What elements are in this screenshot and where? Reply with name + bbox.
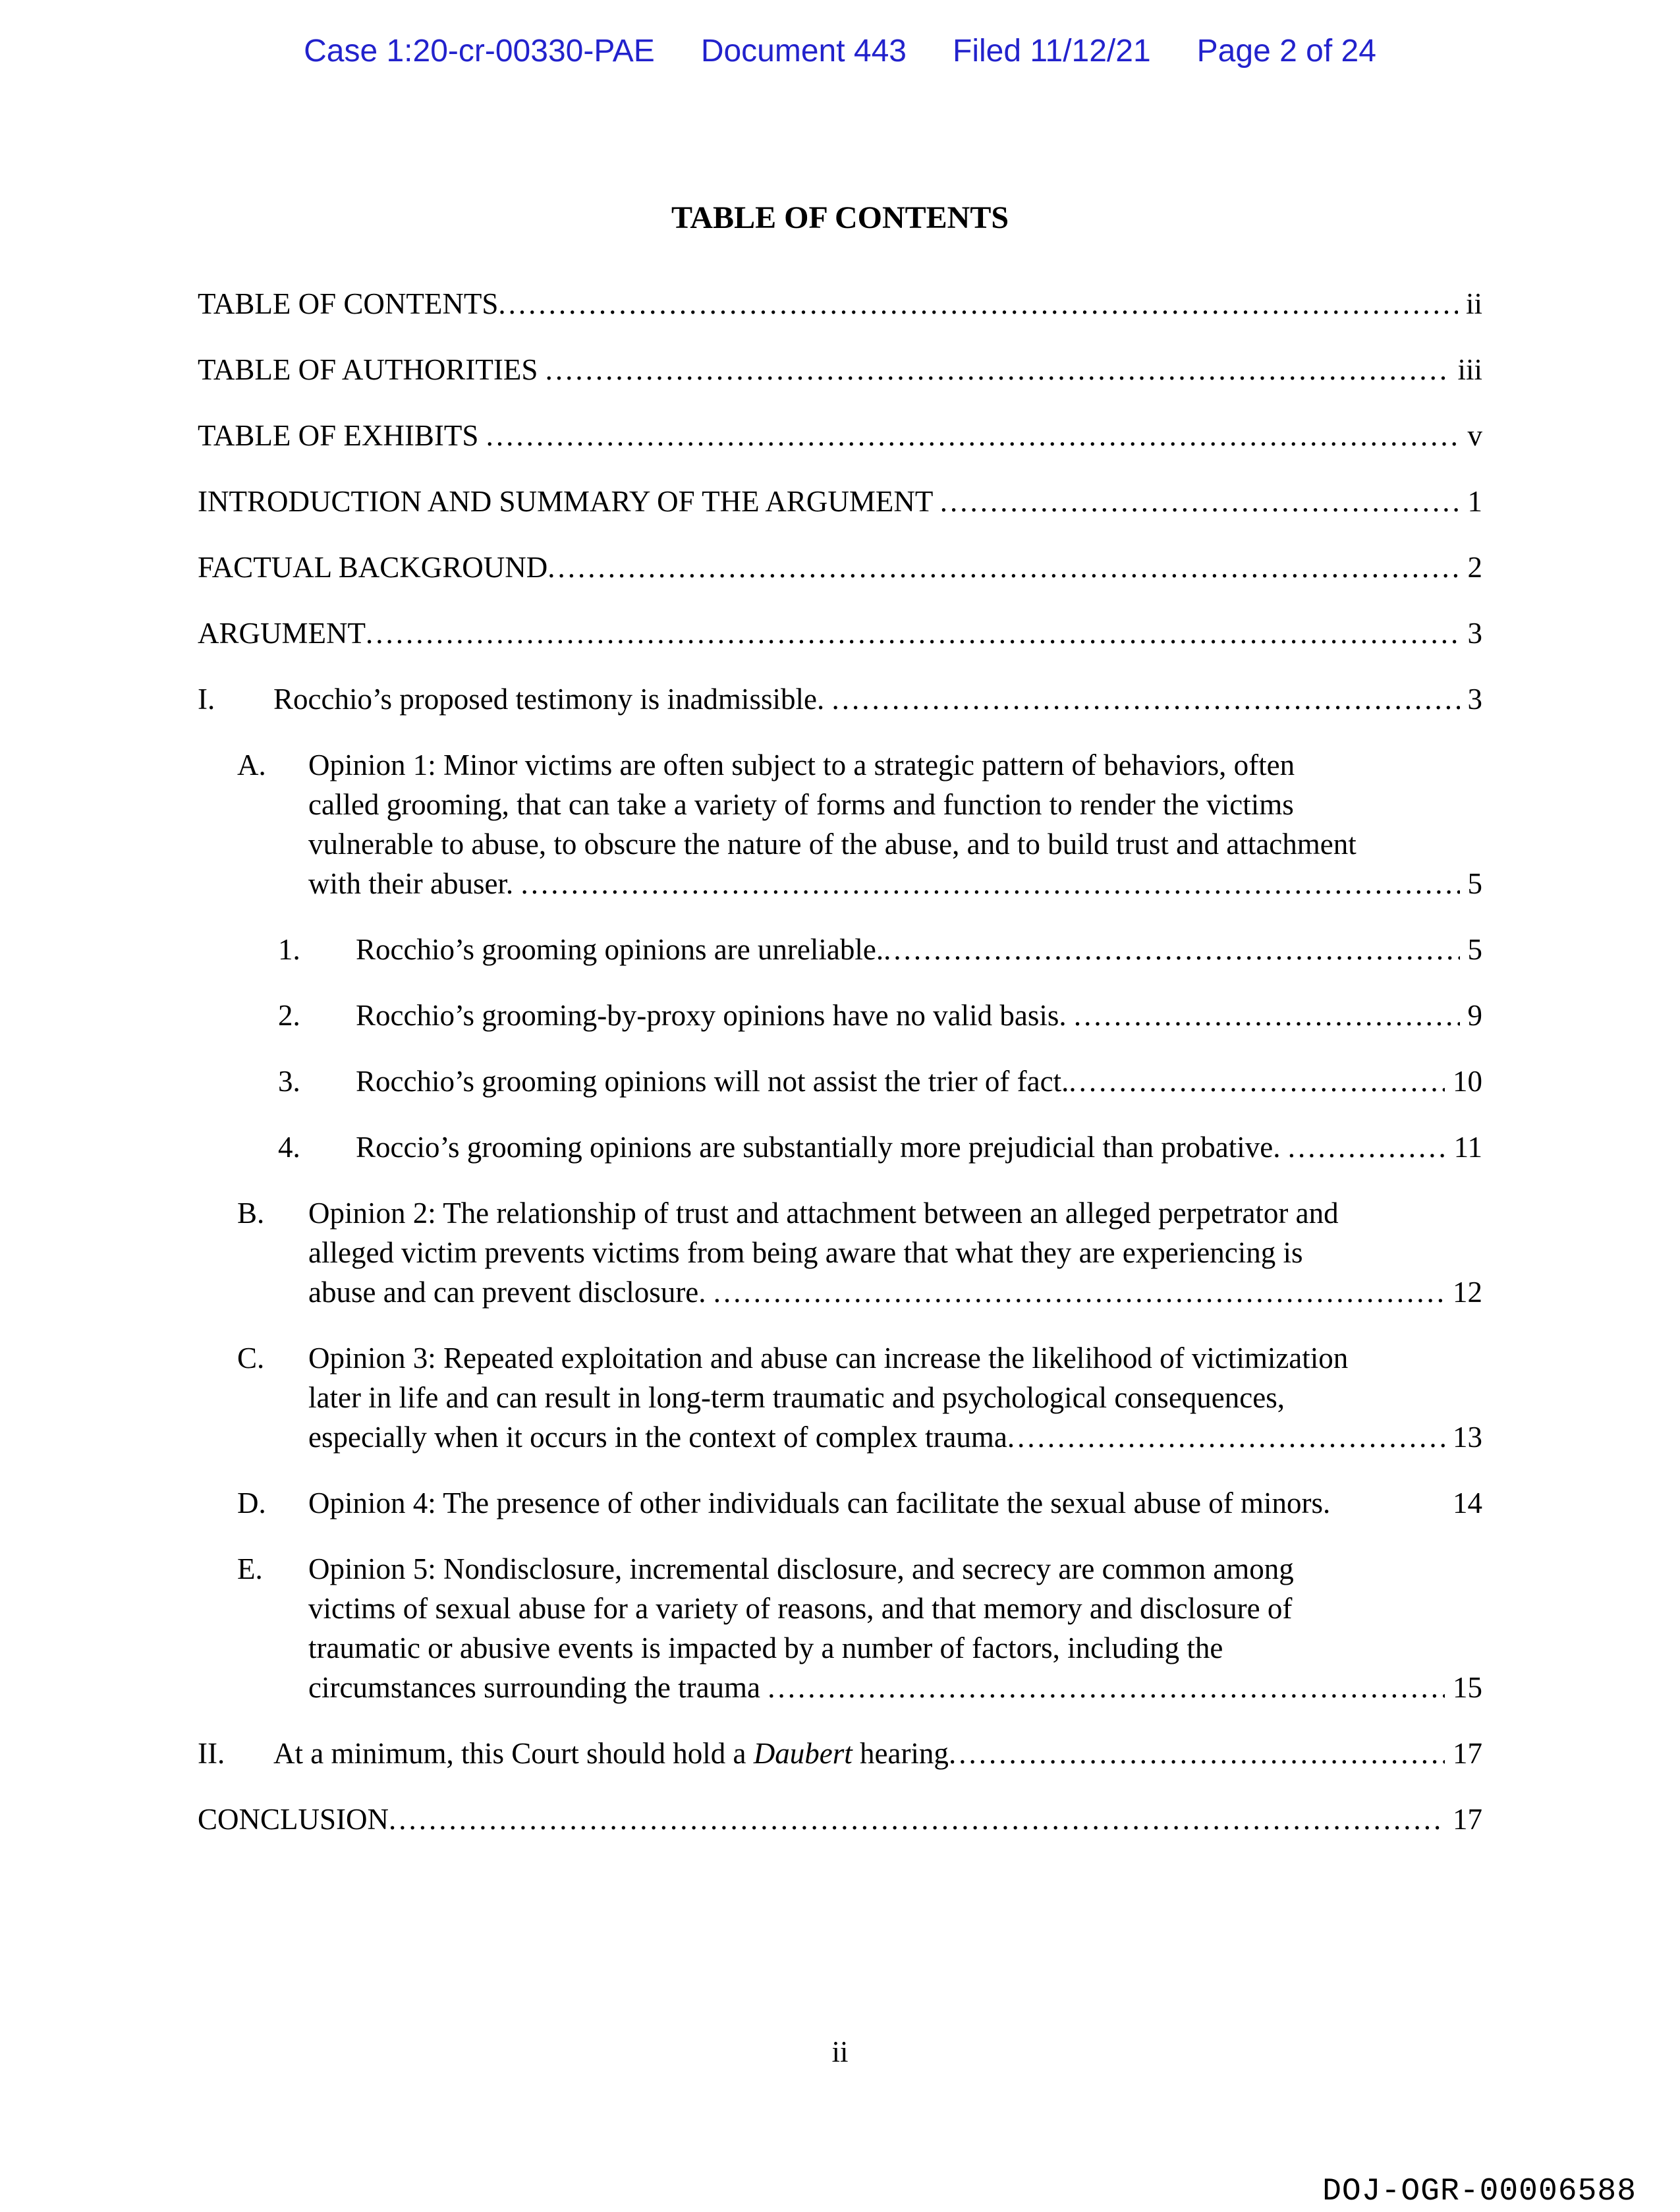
toc-entry-label: I. bbox=[198, 683, 215, 716]
case-header-segment: Page 2 of 24 bbox=[1196, 34, 1376, 69]
toc-line-text: Rocchio’s proposed testimony is inadmissible. bbox=[273, 683, 832, 716]
toc-line-text: circumstances surrounding the trauma bbox=[308, 1671, 768, 1704]
toc-entry-label: II. bbox=[198, 1737, 225, 1770]
toc-page-number: 2 bbox=[1467, 551, 1482, 584]
toc-line: Opinion 3: Repeated exploitation and abuse can increase the likelihood of victimization bbox=[308, 1342, 1349, 1375]
toc-line bbox=[356, 996, 1482, 1035]
page-title: TABLE OF CONTENTS bbox=[671, 200, 1009, 235]
toc-entry bbox=[198, 1127, 1482, 1167]
toc-line bbox=[356, 930, 1482, 969]
dot-leader bbox=[940, 482, 1460, 521]
toc-entry bbox=[198, 1549, 1482, 1707]
toc-page-number: 17 bbox=[1453, 1803, 1482, 1836]
toc-entry bbox=[198, 416, 1482, 455]
folio-page-number: ii bbox=[831, 2035, 849, 2068]
toc-page-number: 14 bbox=[1453, 1487, 1482, 1519]
toc-page-number: 9 bbox=[1467, 999, 1482, 1032]
dot-leader bbox=[389, 1800, 1445, 1839]
toc-line-text: especially when it occurs in the context of complex trauma bbox=[308, 1421, 1007, 1454]
toc-entry bbox=[198, 1338, 1482, 1457]
toc-line-text: TABLE OF EXHIBITS bbox=[198, 419, 486, 452]
toc-page-number: ii bbox=[1465, 287, 1482, 320]
toc-line: alleged victim prevents victims from being aware that what they are experiencing is bbox=[308, 1236, 1303, 1269]
dot-leader bbox=[768, 1668, 1445, 1707]
toc-page-number: 17 bbox=[1453, 1737, 1482, 1770]
dot-leader bbox=[547, 548, 1459, 587]
toc-page-number: 5 bbox=[1467, 867, 1482, 900]
dot-leader bbox=[949, 1734, 1445, 1773]
toc-line-text: Opinion 4: The presence of other individuals can facilitate the sexual abuse of minors. bbox=[308, 1487, 1331, 1519]
toc-line-text: Rocchio’s grooming opinions will not assist the trier of fact. bbox=[356, 1065, 1069, 1098]
dot-leader bbox=[1288, 1127, 1446, 1167]
toc-page-number: 3 bbox=[1467, 683, 1482, 716]
dot-leader bbox=[520, 864, 1459, 903]
toc-line-text: ARGUMENT bbox=[198, 617, 366, 650]
dot-leader bbox=[366, 613, 1460, 653]
toc-line bbox=[308, 864, 1482, 903]
toc-line bbox=[198, 284, 1482, 324]
toc-line bbox=[198, 548, 1482, 587]
toc-line-text: Roccio’s grooming opinions are substantially more prejudicial than probative. bbox=[356, 1131, 1288, 1164]
toc-page-number: v bbox=[1467, 419, 1482, 452]
toc-entry bbox=[198, 1193, 1482, 1312]
toc-line: later in life and can result in long-term traumatic and psychological consequences, bbox=[308, 1381, 1285, 1414]
toc-entry-label: E. bbox=[237, 1552, 263, 1585]
dot-leader bbox=[714, 1272, 1445, 1312]
dot-leader bbox=[498, 284, 1458, 324]
toc-page-number: 11 bbox=[1453, 1131, 1482, 1164]
toc-line: Opinion 5: Nondisclosure, incremental disclosure, and secrecy are common among bbox=[308, 1552, 1294, 1585]
toc-line bbox=[308, 1483, 1482, 1523]
dot-leader bbox=[831, 679, 1459, 719]
toc-line-text: Rocchio’s grooming opinions are unreliable. bbox=[356, 933, 884, 966]
toc-entry bbox=[198, 679, 1482, 719]
toc-entry bbox=[198, 996, 1482, 1035]
italic-case-name: Daubert bbox=[753, 1737, 853, 1770]
toc-line bbox=[273, 1734, 1482, 1773]
toc-line bbox=[198, 1800, 1482, 1839]
toc-line-text: At a minimum, this Court should hold a Daubert hearing bbox=[273, 1737, 949, 1770]
toc-page-number: 1 bbox=[1467, 485, 1482, 518]
toc-list bbox=[198, 284, 1482, 1839]
toc-entry bbox=[198, 1800, 1482, 1839]
toc-entry-label: B. bbox=[237, 1197, 265, 1230]
dot-leader bbox=[1074, 996, 1460, 1035]
toc-entry bbox=[198, 745, 1482, 903]
toc-entry bbox=[198, 284, 1482, 324]
toc-entry bbox=[198, 1483, 1482, 1523]
toc-line bbox=[198, 613, 1482, 653]
toc-line: victims of sexual abuse for a variety of reasons, and that memory and disclosure of bbox=[308, 1592, 1293, 1625]
toc-entry-label: C. bbox=[237, 1342, 265, 1375]
toc-page-number: 12 bbox=[1453, 1276, 1482, 1309]
toc-line-text: with their abuser. bbox=[308, 867, 521, 900]
toc-line bbox=[308, 1272, 1482, 1312]
toc-line bbox=[308, 1417, 1482, 1457]
toc-entry bbox=[198, 482, 1482, 521]
toc-line bbox=[198, 416, 1482, 455]
toc-line-text: INTRODUCTION AND SUMMARY OF THE ARGUMENT bbox=[198, 485, 940, 518]
toc-line-text: CONCLUSION bbox=[198, 1803, 389, 1836]
toc-line-text: FACTUAL BACKGROUND bbox=[198, 551, 548, 584]
toc-line-text: Rocchio’s grooming-by-proxy opinions have no valid basis. bbox=[356, 999, 1074, 1032]
toc-entry bbox=[198, 930, 1482, 969]
toc-entry-label: 3. bbox=[278, 1065, 300, 1098]
toc-entry-label: 1. bbox=[278, 933, 300, 966]
toc-line: Opinion 2: The relationship of trust and attachment between an alleged perpetrator and bbox=[308, 1197, 1339, 1230]
toc-line bbox=[198, 482, 1482, 521]
dot-leader bbox=[486, 416, 1460, 455]
toc-line bbox=[356, 1062, 1482, 1101]
toc-line bbox=[308, 1668, 1482, 1707]
toc-line-text: abuse and can prevent disclosure. bbox=[308, 1276, 714, 1309]
dot-leader bbox=[1007, 1417, 1445, 1457]
toc-line: called grooming, that can take a variety of forms and function to render the victims bbox=[308, 788, 1294, 821]
toc-entry bbox=[198, 613, 1482, 653]
toc-line-text: TABLE OF AUTHORITIES bbox=[198, 353, 546, 386]
toc-line: Opinion 1: Minor victims are often subject to a strategic pattern of behaviors, often bbox=[308, 749, 1295, 781]
toc-entry-label: D. bbox=[237, 1487, 266, 1519]
page-content bbox=[198, 200, 1482, 1865]
toc-entry bbox=[198, 1062, 1482, 1101]
toc-entry bbox=[198, 350, 1482, 389]
toc-line bbox=[356, 1127, 1482, 1167]
toc-line bbox=[198, 350, 1482, 389]
toc-line bbox=[273, 679, 1482, 719]
toc-line: traumatic or abusive events is impacted by a number of factors, including the bbox=[308, 1631, 1223, 1664]
dot-leader bbox=[546, 350, 1450, 389]
toc-page-number: 15 bbox=[1453, 1671, 1482, 1704]
toc-entry-label: A. bbox=[237, 749, 266, 781]
toc-entry bbox=[198, 1734, 1482, 1773]
toc-entry bbox=[198, 548, 1482, 587]
case-header-segment: Filed 11/12/21 bbox=[953, 34, 1151, 69]
toc-entry-label: 4. bbox=[278, 1131, 300, 1164]
dot-leader bbox=[1069, 1062, 1445, 1101]
toc-entry-label: 2. bbox=[278, 999, 300, 1032]
dot-leader bbox=[883, 930, 1459, 969]
toc-page-number: iii bbox=[1457, 353, 1482, 386]
case-header-segment: Case 1:20-cr-00330-PAE bbox=[304, 34, 655, 69]
toc-page-number: 10 bbox=[1453, 1065, 1482, 1098]
bates-number: DOJ-OGR-00006588 bbox=[1322, 2174, 1637, 2209]
toc-page-number: 3 bbox=[1467, 617, 1482, 650]
case-header bbox=[0, 33, 1680, 70]
toc-line-text: TABLE OF CONTENTS bbox=[198, 287, 499, 320]
case-header-segment: Document 443 bbox=[700, 34, 907, 69]
toc-line: vulnerable to abuse, to obscure the nature of the abuse, and to build trust and attachment bbox=[308, 828, 1357, 861]
toc-page-number: 5 bbox=[1467, 933, 1482, 966]
toc-page-number: 13 bbox=[1453, 1421, 1482, 1454]
